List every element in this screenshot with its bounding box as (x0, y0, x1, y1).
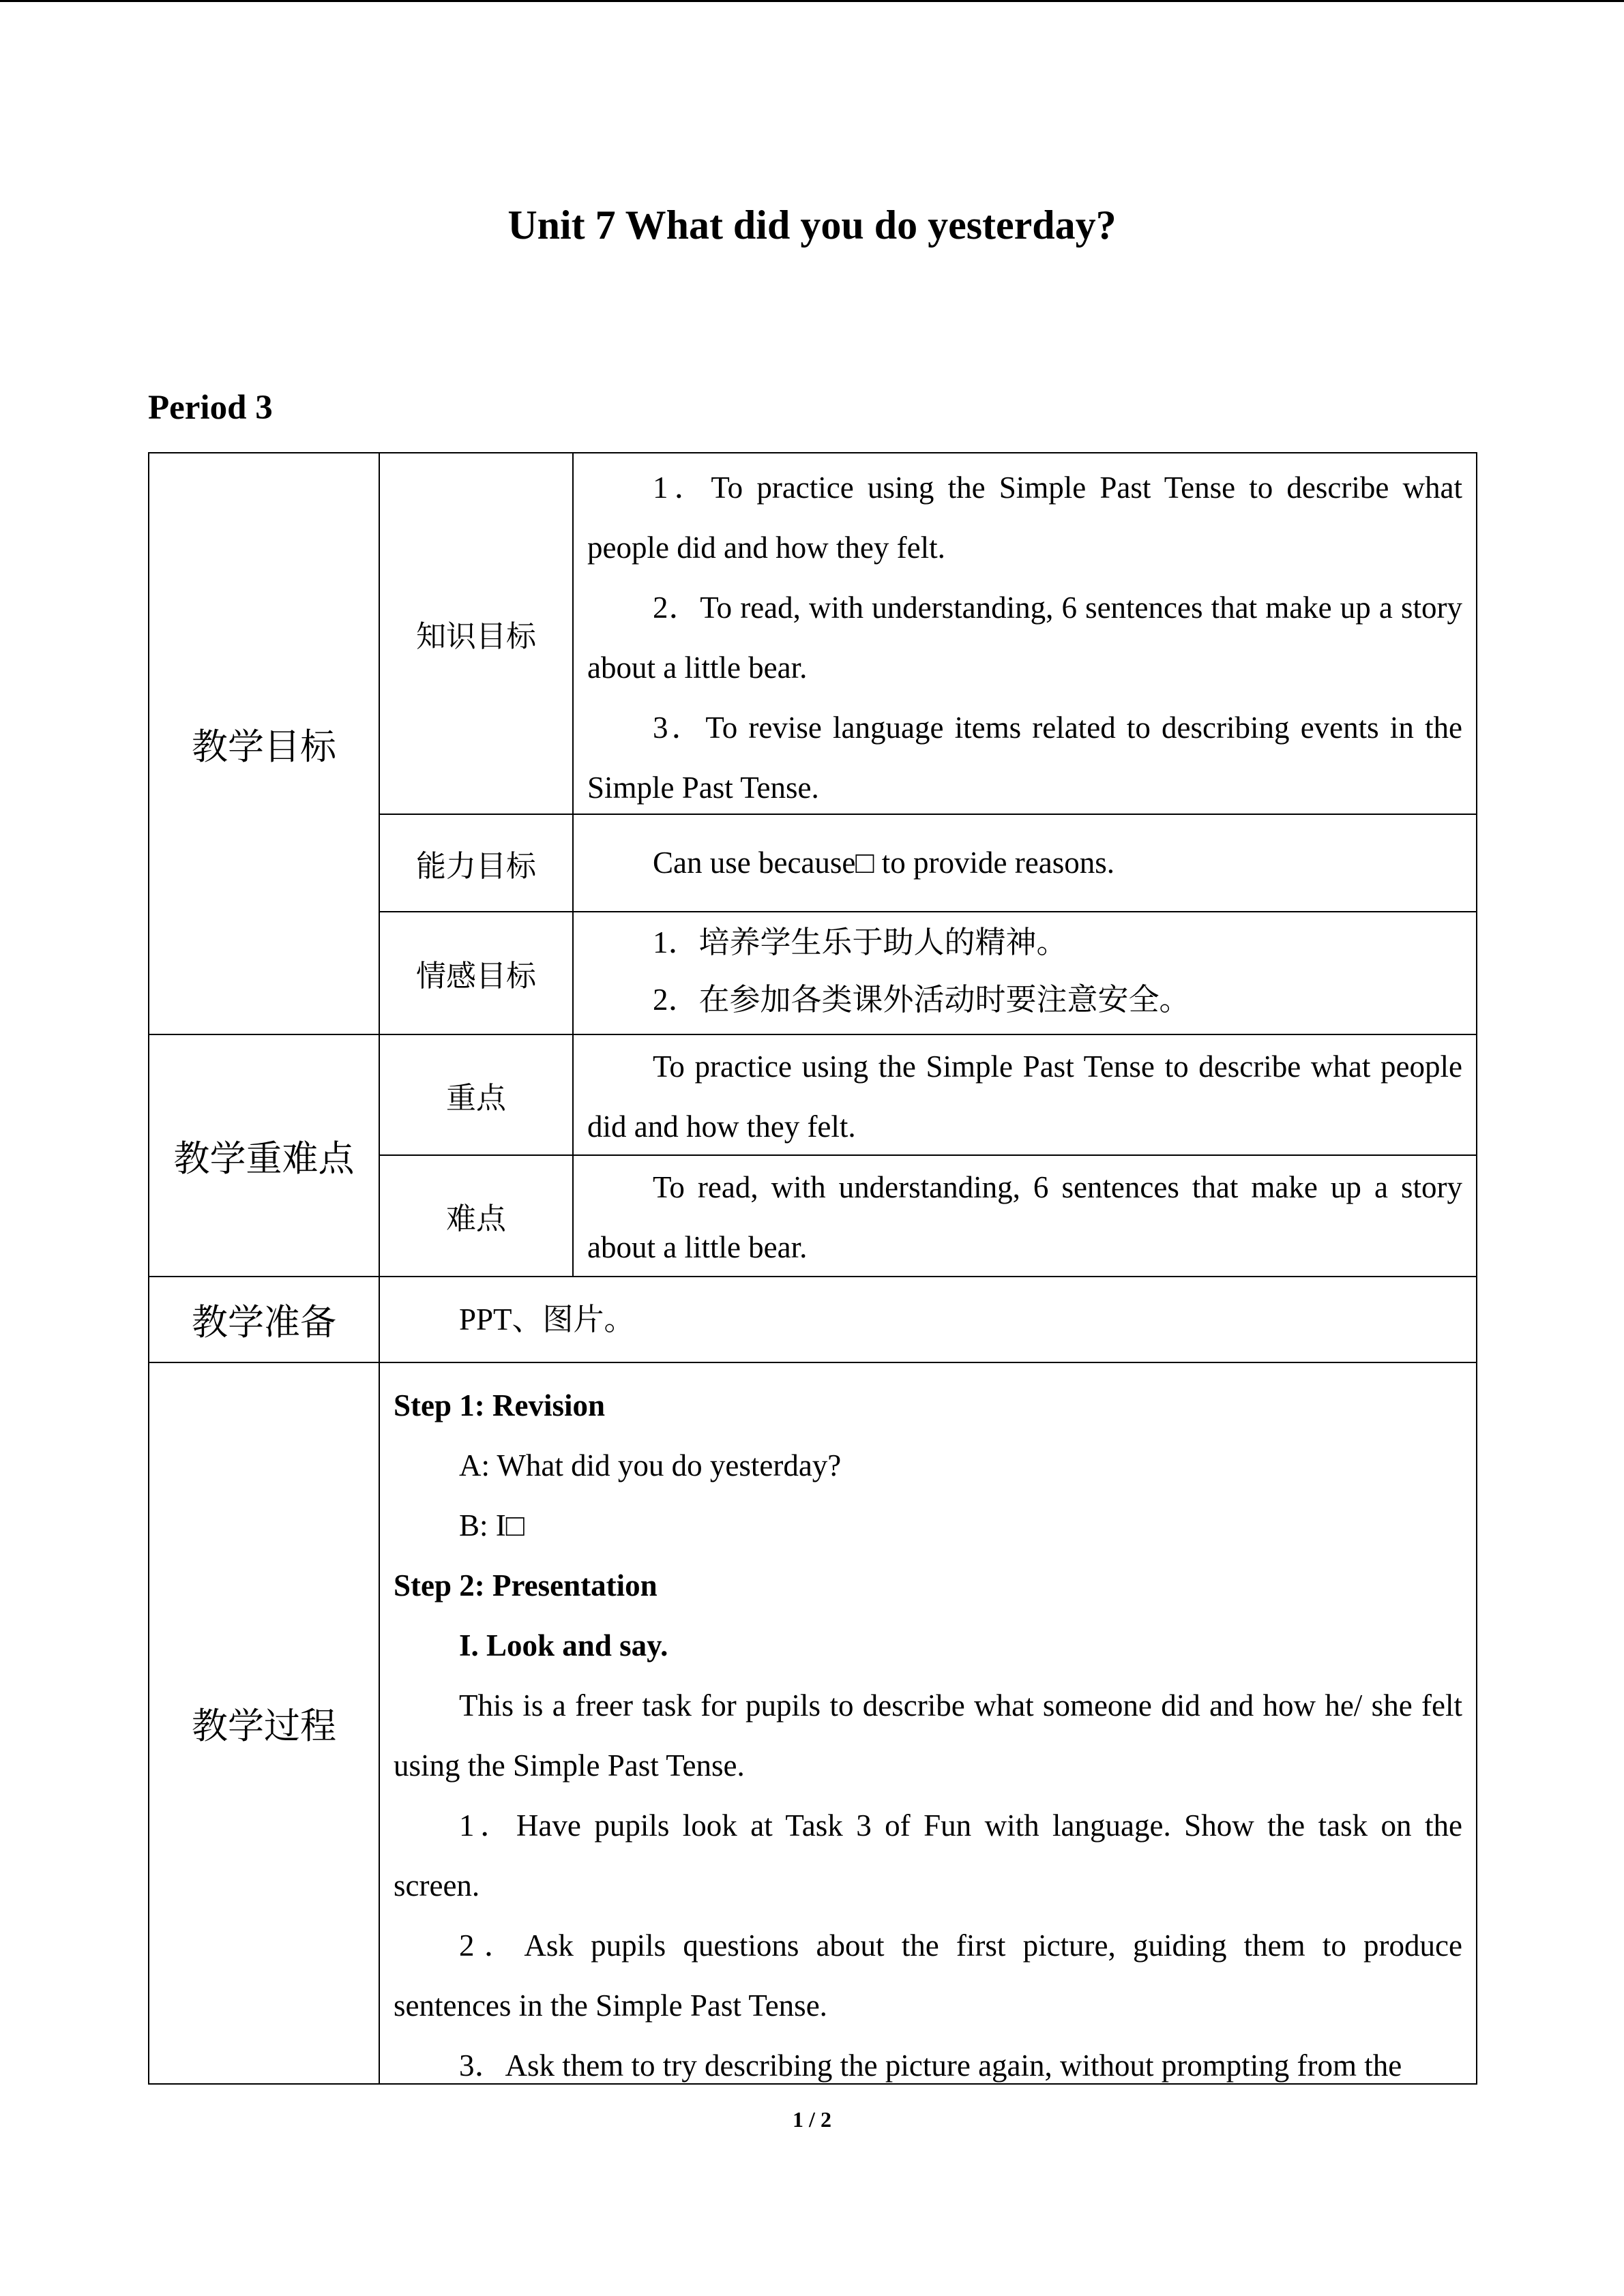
knowledge-goal-item: 2．To read, with understanding, 6 sentences that make up a story about a little bear. (587, 591, 1462, 685)
objectives-label (148, 452, 380, 1035)
difficulty-content (572, 1154, 1477, 1277)
step1-title: Step 1: Revision (394, 1388, 606, 1422)
step2-title: Step 2: Presentation (394, 1568, 658, 1602)
page-number: 1 / 2 (793, 2107, 831, 2132)
ability-goal-text: Can use because□ to provide reasons. (653, 846, 1114, 880)
objectives-label-text: 教学目标 (192, 726, 336, 768)
focus-label: 重点 (379, 1034, 574, 1156)
process-content (379, 1362, 1477, 2085)
dialog-line: B: I□ (459, 1508, 525, 1542)
knowledge-goal-content (572, 452, 1477, 815)
dialog-line: A: What did you do yesterday? (459, 1448, 842, 1482)
key-points-label: 教学重难点 (148, 1034, 380, 1277)
process-item: 3．Ask them to try describing the picture again, without prompting from the (459, 2048, 1402, 2083)
focus-text: To practice using the Simple Past Tense to describe what people did and how they felt. (587, 1049, 1462, 1144)
difficulty-text: To read, with understanding, 6 sentences that make up a story about a little bear. (587, 1170, 1462, 1264)
top-border-line (0, 0, 1624, 2)
emotion-goal-item: 1．培养学生乐于助人的精神。 (653, 925, 1067, 959)
preparation-content (379, 1276, 1477, 1363)
process-intro: This is a freer task for pupils to describe what someone did and how he/ she felt using the Simple Past Tense. (394, 1688, 1462, 1783)
subheading: I. Look and say. (459, 1628, 668, 1663)
page-title: Unit 7 What did you do yesterday? (507, 203, 1117, 248)
difficulty-label: 难点 (379, 1154, 574, 1277)
emotion-goal-label: 情感目标 (379, 911, 574, 1035)
period-heading: Period 3 (148, 389, 273, 427)
process-item: 1．Have pupils look at Task 3 of Fun with language. Show the task on the screen. (394, 1808, 1462, 1903)
preparation-text: PPT、图片。 (459, 1302, 635, 1337)
knowledge-goal-label: 知识目标 (379, 452, 574, 815)
emotion-goal-item: 2．在参加各类课外活动时要注意安全。 (653, 983, 1190, 1017)
process-item: 2．Ask pupils questions about the first picture, guiding them to produce sentences in the Simple Past Tense. (394, 1928, 1462, 2023)
ability-goal-label: 能力目标 (379, 814, 574, 912)
knowledge-goal-item: 3．To revise language items related to describing events in the Simple Past Tense. (587, 711, 1462, 805)
focus-content (572, 1034, 1477, 1156)
emotion-goal-content (572, 911, 1477, 1035)
preparation-label: 教学准备 (148, 1276, 380, 1363)
ability-goal-content (572, 814, 1477, 912)
knowledge-goal-item: 1．To practice using the Simple Past Tense to describe what people did and how they felt. (587, 471, 1462, 565)
process-label: 教学过程 (148, 1362, 380, 2085)
